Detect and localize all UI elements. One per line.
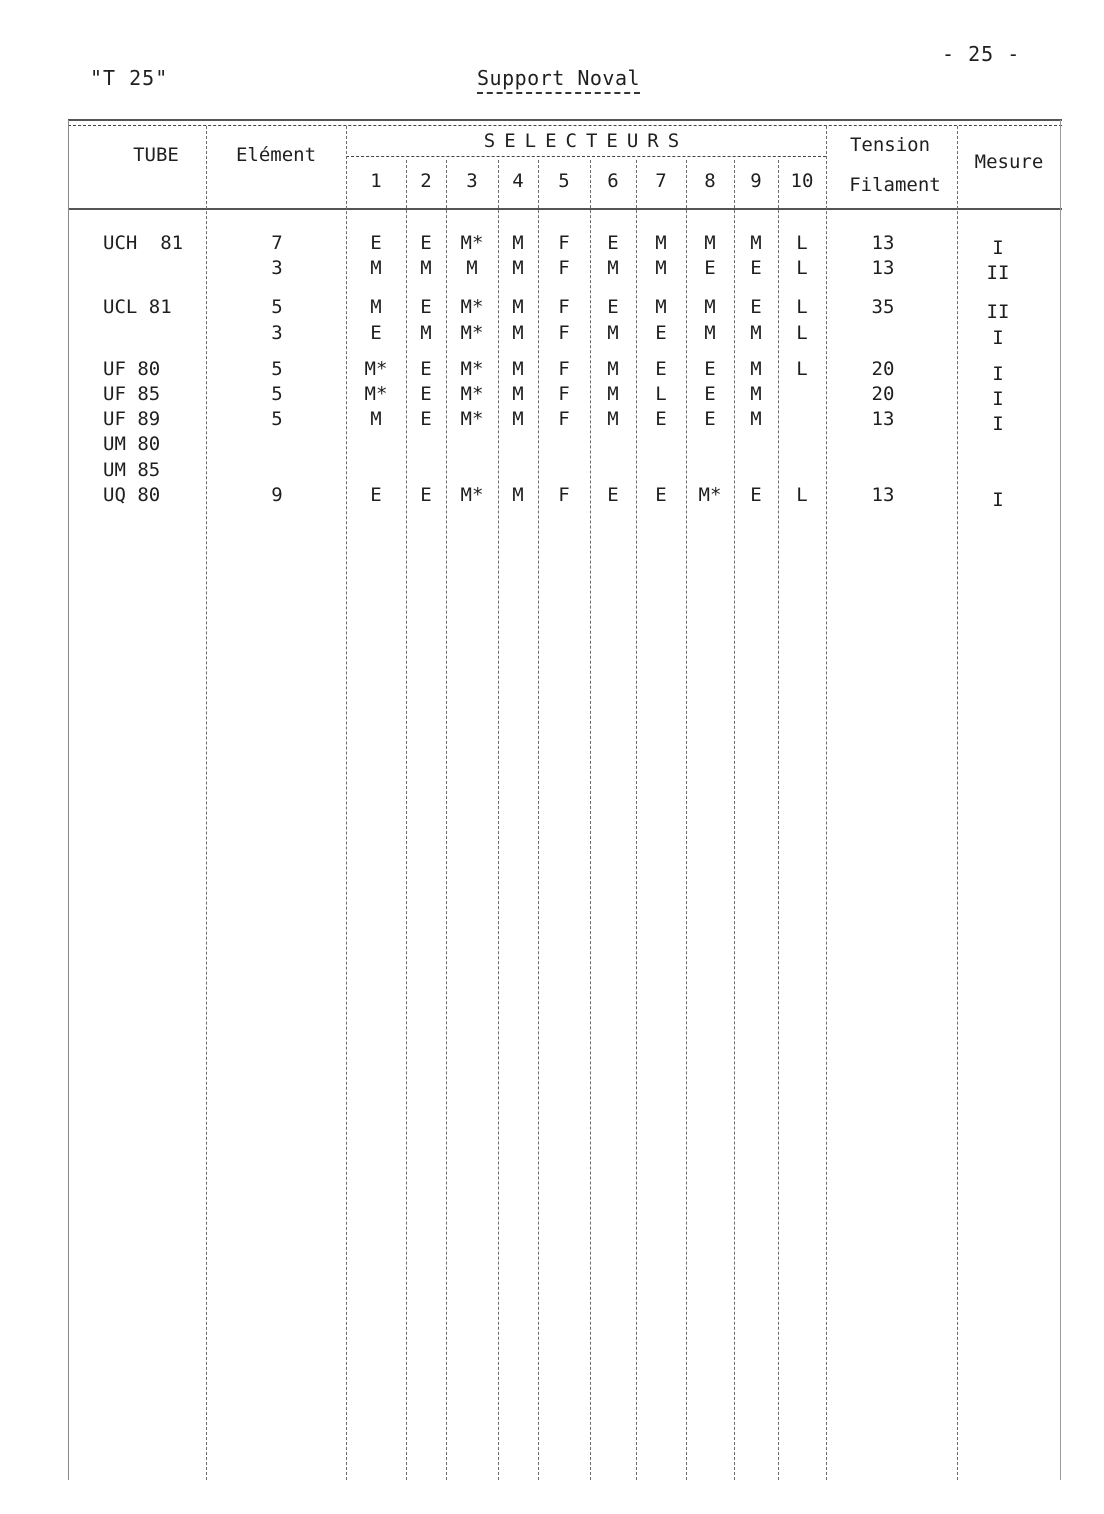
cell-selector-4: M xyxy=(512,296,524,318)
cell-selector-4: M xyxy=(512,484,524,506)
selector-number-2: 2 xyxy=(420,170,432,192)
cell-tube: UF 89 xyxy=(103,408,161,430)
cell-selector-2: M xyxy=(420,322,432,344)
cell-element: 5 xyxy=(271,383,283,405)
cell-tube: UF 80 xyxy=(103,358,161,380)
header-selecteurs: SELECTEURS xyxy=(483,130,689,152)
cell-selector-5: F xyxy=(558,484,570,506)
selector-number-9: 9 xyxy=(750,170,762,192)
cell-selector-2: E xyxy=(420,358,432,380)
selector-divider xyxy=(778,160,779,1480)
column-divider xyxy=(826,126,827,1480)
cell-selector-1: M* xyxy=(364,383,388,405)
cell-selector-1: E xyxy=(370,484,382,506)
cell-selector-6: E xyxy=(607,232,619,254)
selector-divider xyxy=(686,160,687,1480)
cell-selector-8: M xyxy=(704,296,716,318)
cell-selector-6: M xyxy=(607,358,619,380)
cell-selector-5: F xyxy=(558,296,570,318)
cell-selector-9: E xyxy=(750,484,762,506)
selector-number-5: 5 xyxy=(558,170,570,192)
cell-mesure: II xyxy=(986,262,1010,284)
cell-selector-7: M xyxy=(655,257,667,279)
cell-selector-6: E xyxy=(607,484,619,506)
column-divider xyxy=(346,126,347,1480)
cell-selector-4: M xyxy=(512,358,524,380)
cell-selector-10: L xyxy=(796,484,808,506)
cell-selector-9: M xyxy=(750,232,762,254)
selecteurs-underline xyxy=(346,156,826,157)
cell-selector-4: M xyxy=(512,322,524,344)
cell-selector-8: M* xyxy=(698,484,722,506)
header-tube: TUBE xyxy=(133,144,179,166)
cell-selector-10: L xyxy=(796,322,808,344)
cell-mesure: I xyxy=(992,413,1004,435)
selector-number-8: 8 xyxy=(704,170,716,192)
cell-selector-9: M xyxy=(750,408,762,430)
cell-element: 5 xyxy=(271,358,283,380)
cell-tension: 20 xyxy=(871,383,895,405)
cell-selector-7: E xyxy=(655,322,667,344)
cell-selector-3: M* xyxy=(460,408,484,430)
cell-selector-6: M xyxy=(607,257,619,279)
cell-element: 3 xyxy=(271,257,283,279)
cell-selector-4: M xyxy=(512,232,524,254)
cell-selector-10: L xyxy=(796,296,808,318)
cell-selector-5: F xyxy=(558,408,570,430)
cell-element: 9 xyxy=(271,484,283,506)
cell-mesure: I xyxy=(992,237,1004,259)
cell-selector-3: M* xyxy=(460,358,484,380)
cell-tube: UF 85 xyxy=(103,383,161,405)
cell-selector-1: M* xyxy=(364,358,388,380)
column-divider xyxy=(206,126,207,1480)
cell-selector-7: M xyxy=(655,296,667,318)
header-filament: Filament xyxy=(849,174,941,196)
cell-selector-8: M xyxy=(704,232,716,254)
table-right-border xyxy=(1060,120,1061,1480)
cell-element: 3 xyxy=(271,322,283,344)
cell-tension: 13 xyxy=(871,408,895,430)
cell-selector-6: M xyxy=(607,408,619,430)
cell-selector-8: E xyxy=(704,383,716,405)
cell-selector-6: E xyxy=(607,296,619,318)
cell-mesure: I xyxy=(992,327,1004,349)
cell-selector-6: M xyxy=(607,383,619,405)
cell-selector-8: E xyxy=(704,257,716,279)
header-element: Elément xyxy=(235,144,317,166)
header-tension: Tension xyxy=(849,134,931,156)
page-number: - 25 - xyxy=(942,42,1021,66)
cell-selector-6: M xyxy=(607,322,619,344)
cell-selector-10: L xyxy=(796,232,808,254)
cell-selector-1: M xyxy=(370,257,382,279)
cell-selector-5: F xyxy=(558,322,570,344)
cell-selector-3: M* xyxy=(460,383,484,405)
cell-selector-1: E xyxy=(370,322,382,344)
cell-selector-5: F xyxy=(558,358,570,380)
document-reference: "T 25" xyxy=(90,66,169,90)
cell-tension: 13 xyxy=(871,484,895,506)
cell-mesure: I xyxy=(992,363,1004,385)
cell-tube: UQ 80 xyxy=(103,484,161,506)
header-mesure: Mesure xyxy=(974,151,1044,173)
cell-tension: 20 xyxy=(871,358,895,380)
cell-selector-3: M* xyxy=(460,484,484,506)
cell-mesure: II xyxy=(986,301,1010,323)
cell-selector-9: E xyxy=(750,296,762,318)
cell-tension: 13 xyxy=(871,257,895,279)
cell-selector-9: M xyxy=(750,358,762,380)
cell-selector-4: M xyxy=(512,257,524,279)
cell-selector-3: M xyxy=(466,257,478,279)
cell-selector-2: E xyxy=(420,484,432,506)
cell-selector-2: M xyxy=(420,257,432,279)
cell-mesure: I xyxy=(992,489,1004,511)
cell-selector-10: L xyxy=(796,257,808,279)
cell-tube: UM 85 xyxy=(103,459,161,481)
selector-number-7: 7 xyxy=(655,170,667,192)
cell-tube: UCL 81 xyxy=(103,296,172,318)
cell-selector-7: M xyxy=(655,232,667,254)
cell-tube: UCH 81 xyxy=(103,232,184,254)
cell-selector-5: F xyxy=(558,232,570,254)
cell-selector-2: E xyxy=(420,232,432,254)
selector-number-10: 10 xyxy=(790,170,814,192)
cell-selector-9: M xyxy=(750,322,762,344)
table-top-rule-inner xyxy=(68,125,1062,126)
cell-selector-8: E xyxy=(704,358,716,380)
cell-tension: 13 xyxy=(871,232,895,254)
selector-number-6: 6 xyxy=(607,170,619,192)
cell-selector-4: M xyxy=(512,383,524,405)
selector-number-1: 1 xyxy=(370,170,382,192)
cell-selector-2: E xyxy=(420,296,432,318)
cell-element: 7 xyxy=(271,232,283,254)
cell-selector-3: M* xyxy=(460,296,484,318)
cell-selector-7: E xyxy=(655,408,667,430)
cell-tension: 35 xyxy=(871,296,895,318)
cell-selector-5: F xyxy=(558,383,570,405)
cell-selector-5: F xyxy=(558,257,570,279)
table-left-border xyxy=(68,120,69,1480)
cell-selector-1: M xyxy=(370,408,382,430)
selector-number-3: 3 xyxy=(466,170,478,192)
cell-selector-1: M xyxy=(370,296,382,318)
header-bottom-rule xyxy=(68,208,1062,210)
cell-selector-3: M* xyxy=(460,322,484,344)
cell-tube: UM 80 xyxy=(103,433,161,455)
selector-number-4: 4 xyxy=(512,170,524,192)
cell-selector-7: E xyxy=(655,358,667,380)
page-title: Support Noval xyxy=(477,66,640,94)
cell-mesure: I xyxy=(992,388,1004,410)
cell-selector-2: E xyxy=(420,408,432,430)
cell-selector-10: L xyxy=(796,358,808,380)
table-top-rule xyxy=(68,119,1062,121)
cell-selector-1: E xyxy=(370,232,382,254)
cell-selector-3: M* xyxy=(460,232,484,254)
cell-selector-8: E xyxy=(704,408,716,430)
selector-divider xyxy=(636,160,637,1480)
cell-selector-4: M xyxy=(512,408,524,430)
cell-selector-8: M xyxy=(704,322,716,344)
cell-selector-9: E xyxy=(750,257,762,279)
cell-selector-9: M xyxy=(750,383,762,405)
cell-element: 5 xyxy=(271,296,283,318)
cell-selector-7: L xyxy=(655,383,667,405)
cell-element: 5 xyxy=(271,408,283,430)
cell-selector-7: E xyxy=(655,484,667,506)
cell-selector-2: E xyxy=(420,383,432,405)
